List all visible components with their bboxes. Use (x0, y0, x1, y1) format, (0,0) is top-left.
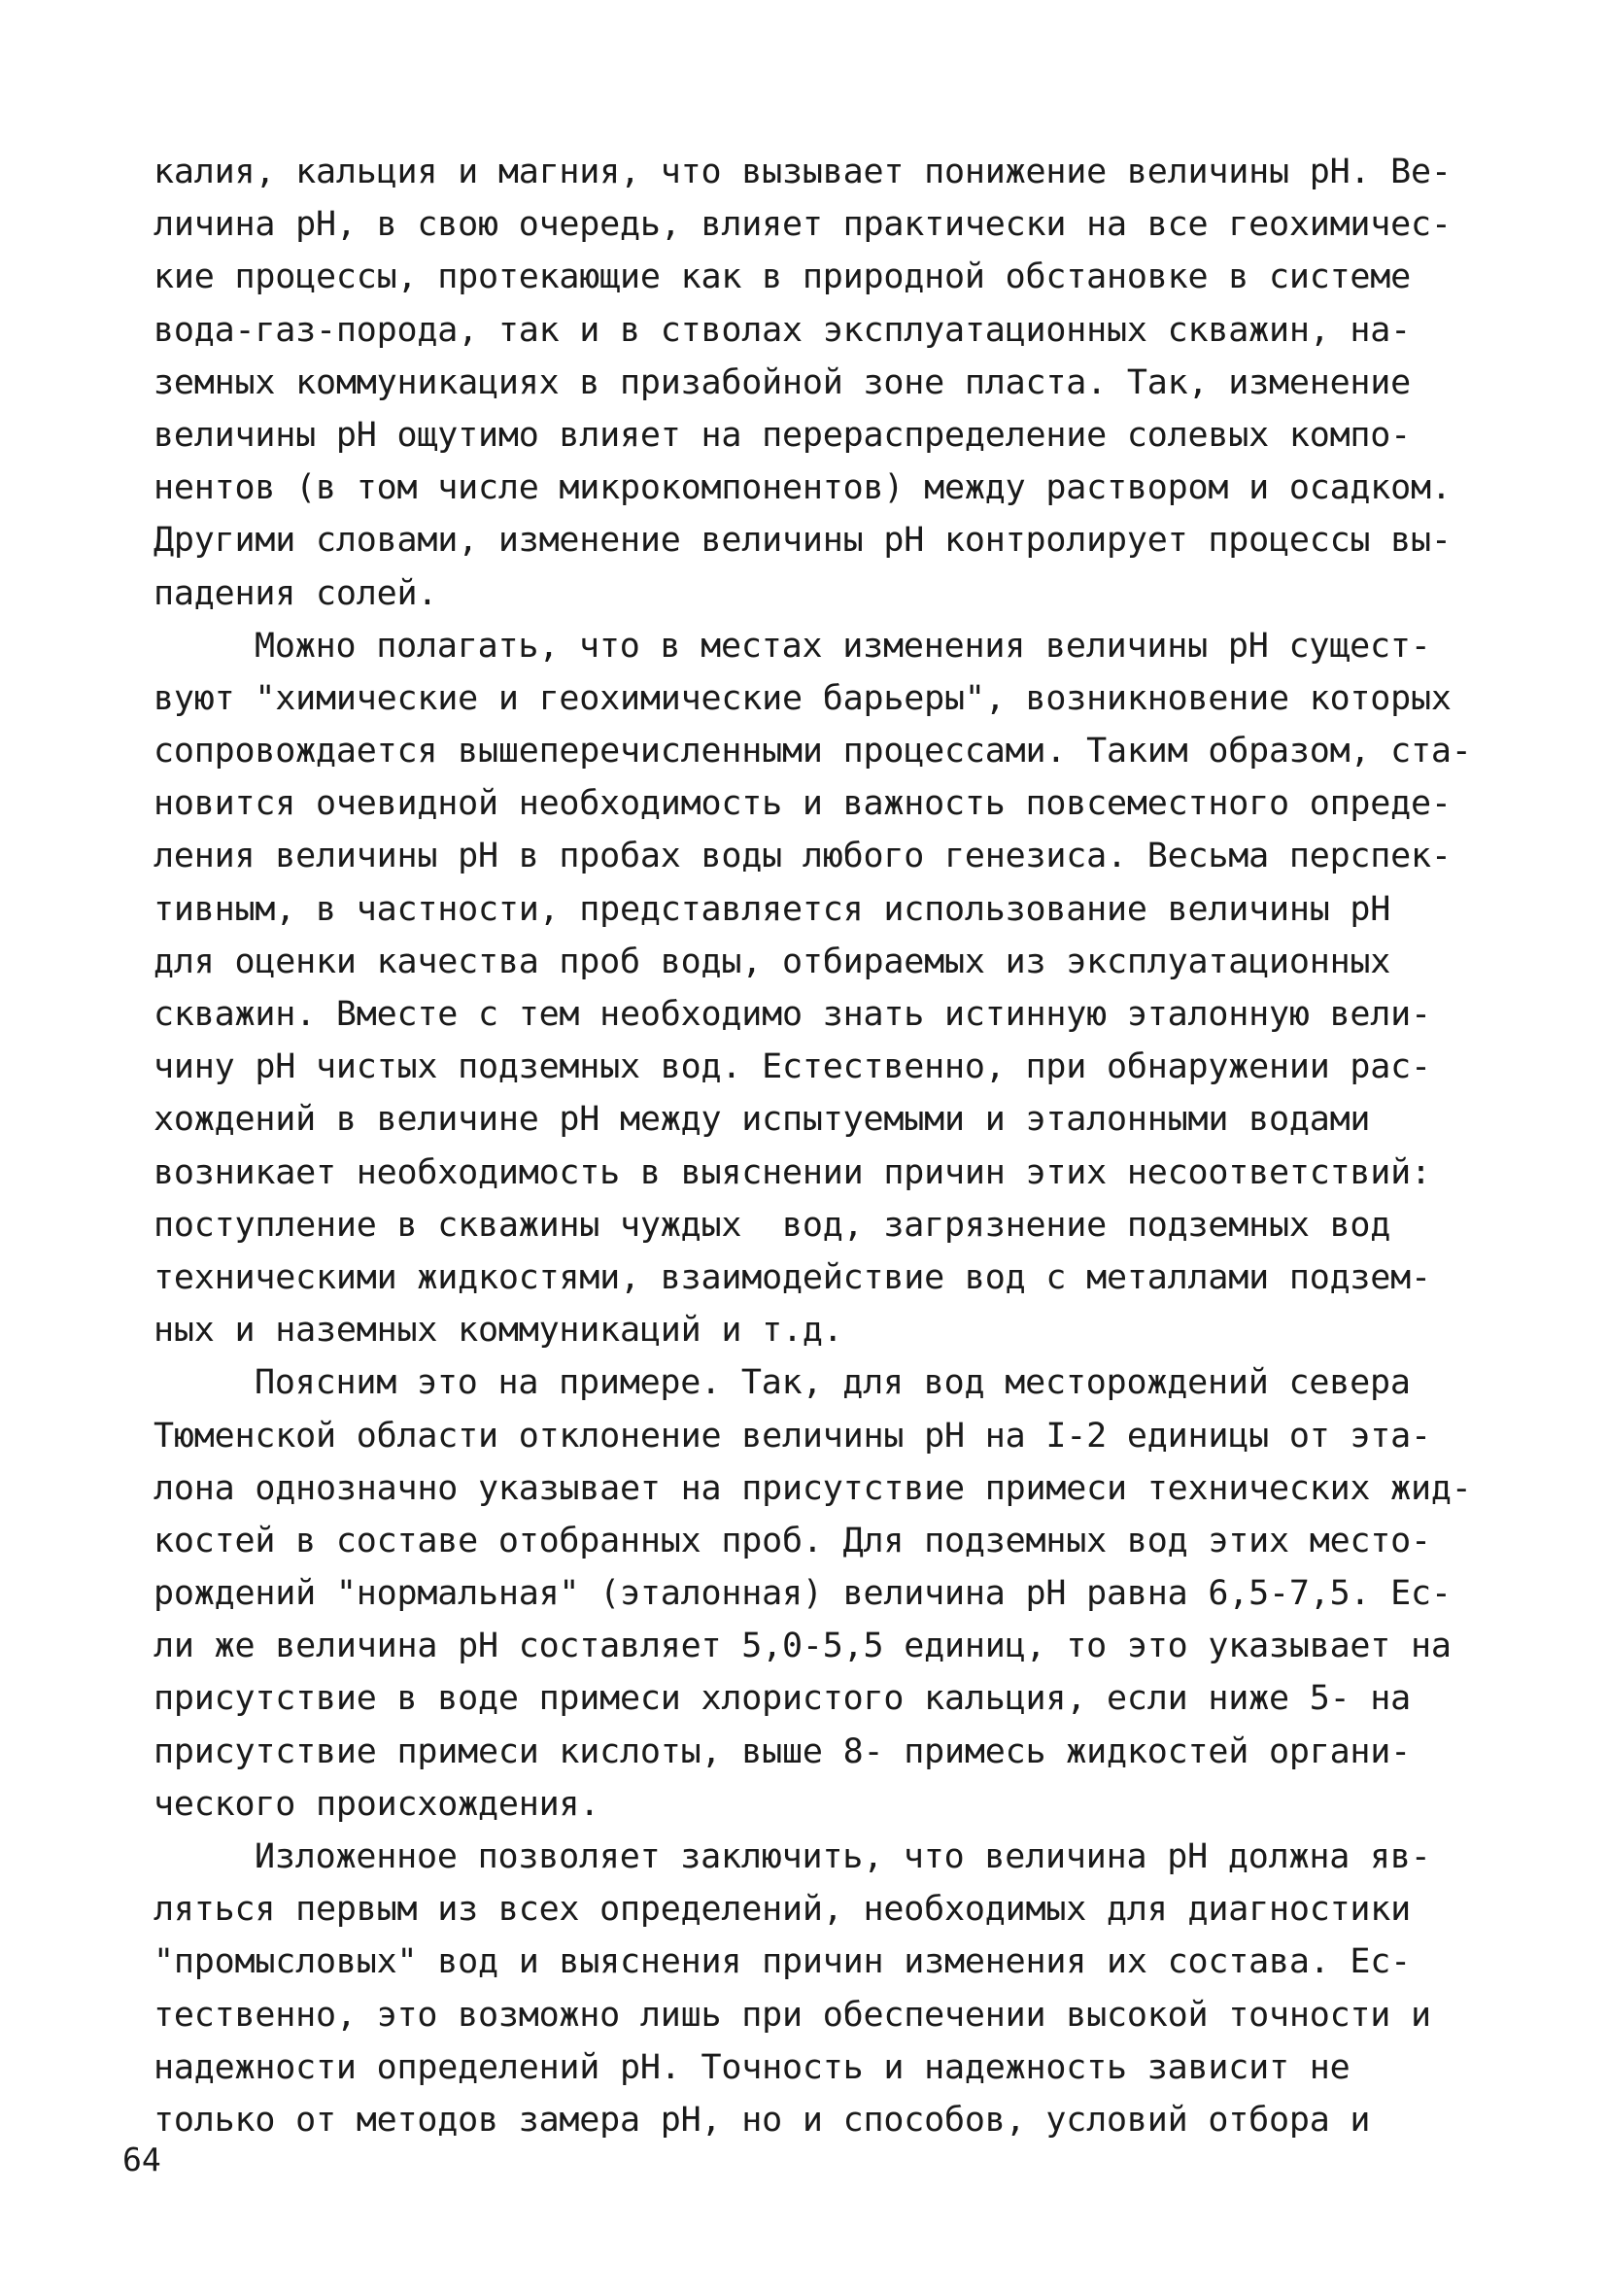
text-line: калия, кальция и магния, что вызывает понижение величины рН. Ве- (154, 153, 1452, 191)
text-line: тивным, в частности, представляется использование величины рН (154, 889, 1391, 929)
text-line: ли же величина рН составляет 5,0-5,5 единиц, то это указывает на (154, 1627, 1452, 1666)
text-line: тественно, это возможно лишь при обеспечении высокой точности и (154, 1995, 1431, 2035)
text-line: вуют "химические и геохимические барьеры", возникновение которых (154, 678, 1452, 718)
text-line: костей в составе отобранных проб. Для подземных вод этих место- (154, 1521, 1431, 1560)
text-line: сопровождается вышеперечисленными процессами. Таким образом, ста- (154, 732, 1472, 771)
text-line: присутствие примеси кислоты, выше 8- примесь жидкостей органи- (154, 1731, 1412, 1771)
text-line: ления величины рН в пробах воды любого генезиса. Весьма перспек- (154, 837, 1452, 876)
page-number: 64 (122, 2141, 161, 2178)
text-line: кие процессы, протекающие как в природной обстановке в системе (154, 257, 1412, 297)
text-line: возникает необходимость в выяснении причин этих несоответствий: (154, 1152, 1431, 1192)
text-line: Изложенное позволяет заключить, что величина рН должна яв- (255, 1837, 1431, 1876)
text-line: рождений "нормальная" (эталонная) величина рН равна 6,5-7,5. Ес- (154, 1574, 1452, 1614)
text-line: только от методов замера рН, но и способов, условий отбора и (154, 2100, 1371, 2140)
body-text (154, 146, 1504, 2146)
text-line: вода-газ-порода, так и в стволах эксплуатационных скважин, на- (154, 310, 1412, 350)
text-line: личина рН, в свою очередь, влияет практически на все геохимичес- (154, 205, 1452, 245)
text-line: ляться первым из всех определений, необходимых для диагностики (154, 1890, 1412, 1930)
text-line: поступление в скважины чуждых вод, загрязнение подземных вод (154, 1205, 1391, 1245)
text-line: ных и наземных коммуникаций и т.д. (154, 1311, 843, 1351)
text-line: надежности определений рН. Точность и надежность зависит не (154, 2047, 1351, 2087)
text-line: нентов (в том числе микрокомпонентов) между раствором и осадком. (154, 468, 1452, 508)
text-line: "промысловых" вод и выяснения причин изменения их состава. Ес- (154, 1942, 1412, 1982)
text-line: присутствие в воде примеси хлористого кальция, если ниже 5- на (154, 1679, 1412, 1719)
text-line: падения солей. (154, 573, 438, 613)
text-line: новится очевидной необходимость и важность повсеместного опреде- (154, 784, 1452, 824)
text-line: земных коммуникациях в призабойной зоне пласта. Так, изменение (154, 362, 1412, 402)
text-line: величины рН ощутимо влияет на перераспределение солевых компо- (154, 415, 1412, 455)
text-line: ческого происхождения. (154, 1784, 600, 1824)
text-line: хождений в величине рН между испытуемыми и эталонными водами (154, 1100, 1371, 1140)
text-line: чину рН чистых подземных вод. Естественно, при обнаружении рас- (154, 1047, 1431, 1087)
text-line: Тюменской области отклонение величины рН на I-2 единицы от эта- (154, 1416, 1431, 1456)
text-line: для оценки качества проб воды, отбираемых из эксплуатационных (154, 942, 1391, 981)
text-line: лона однозначно указывает на присутствие примеси технических жид- (154, 1468, 1472, 1508)
text-line: скважин. Вместе с тем необходимо знать истинную эталонную вели- (154, 995, 1431, 1034)
text-line: Поясним это на примере. Так, для вод месторождений севера (255, 1363, 1411, 1403)
text-line: техническими жидкостями, взаимодействие вод с металлами подзем- (154, 1257, 1431, 1297)
text-line: Можно полагать, что в местах изменения величины рН сущест- (255, 626, 1431, 666)
text-line: Другими словами, изменение величины рН контролирует процессы вы- (154, 521, 1452, 561)
